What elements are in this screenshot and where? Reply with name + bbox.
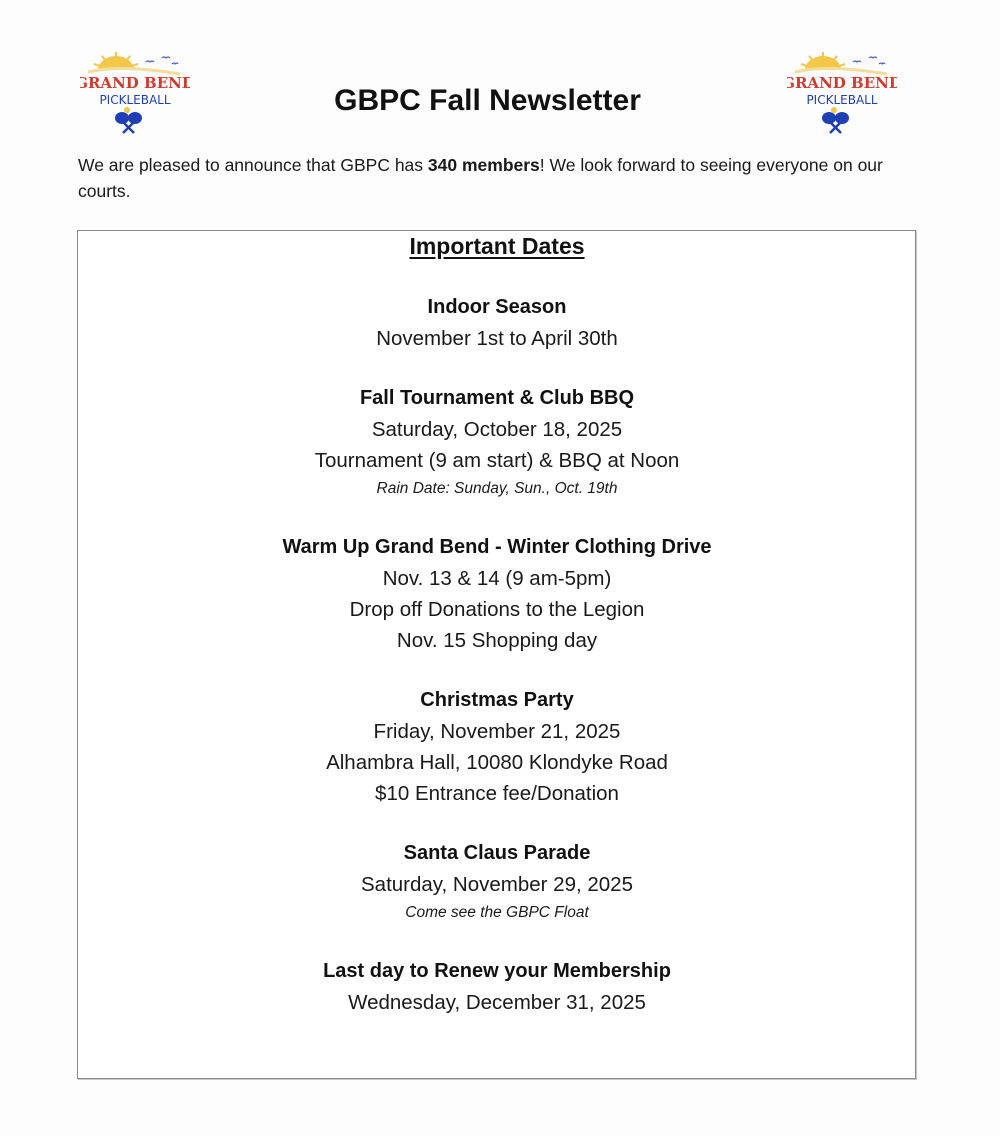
event-detail: November 1st to April 30th bbox=[376, 327, 618, 350]
event-detail: $10 Entrance fee/Donation bbox=[375, 782, 619, 805]
event-name: Last day to Renew your Membership bbox=[323, 960, 671, 982]
event-name: Warm Up Grand Bend - Winter Clothing Drive bbox=[282, 536, 712, 558]
event-name: Indoor Season bbox=[427, 296, 567, 318]
event-detail: Friday, November 21, 2025 bbox=[373, 720, 621, 743]
event-note: Come see the GBPC Float bbox=[405, 904, 589, 921]
intro-paragraph bbox=[78, 152, 928, 204]
member-count: 340 members bbox=[427, 155, 540, 175]
intro-text-end: ! We look forward to seeing everyone on our courts. bbox=[78, 155, 883, 201]
event-detail: Alhambra Hall, 10080 Klondyke Road bbox=[326, 751, 668, 774]
event-detail: Nov. 13 & 14 (9 am-5pm) bbox=[382, 567, 612, 590]
logo-text-pickleball: PICKLEBALL bbox=[806, 93, 878, 107]
logo-text-grand-bend: GRAND BEND bbox=[787, 74, 897, 92]
important-dates-heading: Important Dates bbox=[409, 233, 585, 259]
event-note: Rain Date: Sunday, Sun., Oct. 19th bbox=[376, 480, 618, 497]
sun-icon bbox=[795, 52, 887, 74]
event-detail: Saturday, October 18, 2025 bbox=[371, 418, 623, 441]
logo-text-pickleball: PICKLEBALL bbox=[99, 93, 171, 107]
event-christmas-party bbox=[77, 685, 917, 809]
event-detail: Drop off Donations to the Legion bbox=[349, 598, 645, 621]
event-detail: Tournament (9 am start) & BBQ at Noon bbox=[314, 449, 680, 472]
logo-text-grand-bend: GRAND BEND bbox=[80, 74, 190, 92]
event-fall-tournament bbox=[77, 383, 917, 502]
birds-icon bbox=[853, 57, 885, 64]
event-detail: Nov. 15 Shopping day bbox=[396, 629, 598, 652]
event-indoor-season bbox=[77, 292, 917, 354]
event-clothing-drive bbox=[77, 532, 917, 656]
event-membership-renewal bbox=[77, 956, 917, 1018]
sun-icon bbox=[88, 52, 180, 74]
event-name: Santa Claus Parade bbox=[403, 842, 591, 864]
event-name: Fall Tournament & Club BBQ bbox=[359, 387, 635, 409]
event-detail: Saturday, November 29, 2025 bbox=[361, 873, 633, 896]
newsletter-title: GBPC Fall Newsletter bbox=[334, 84, 641, 117]
event-detail: Wednesday, December 31, 2025 bbox=[348, 991, 646, 1014]
event-santa-claus-parade bbox=[77, 838, 917, 926]
birds-icon bbox=[146, 57, 178, 64]
event-name: Christmas Party bbox=[420, 689, 574, 711]
intro-text-start: We are pleased to announce that GBPC has bbox=[78, 155, 428, 175]
